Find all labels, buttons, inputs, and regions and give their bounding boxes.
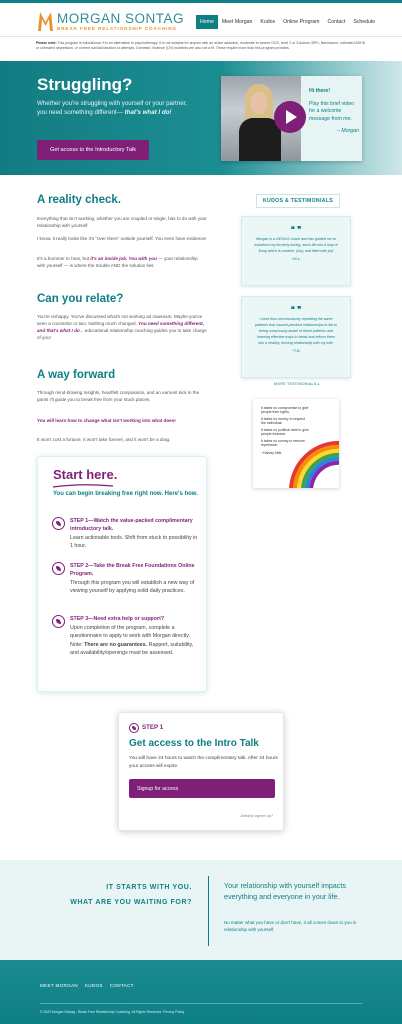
start-here-card	[37, 456, 207, 692]
reality-check-heading: A reality check.	[37, 194, 121, 206]
step-3-head: STEP 3—Need extra help or support?	[70, 616, 165, 622]
testimonial-text: Morgan is a GENIUS coach and has guided me to transform my formerly boring, stuck life into a way of living which is creative, juicy, and filled with joy!	[254, 237, 338, 253]
step-3-body-c: Rapport, suitability, and availability/openings must be assessed.	[70, 641, 194, 657]
footer-divider	[40, 1003, 362, 1004]
hero-subtitle	[37, 99, 197, 117]
quote-line: It takes no compromise to give people their rights.	[261, 406, 309, 415]
reality-p3	[37, 255, 207, 269]
intro-title: Get access to the Intro Talk	[129, 738, 259, 749]
main-nav	[196, 15, 379, 29]
nav-kudos[interactable]: Kudos	[260, 19, 276, 25]
welcome-video[interactable]	[221, 76, 362, 161]
way-forward-heading: A way forward	[37, 369, 116, 381]
cta-statement: Your relationship with yourself impacts everything and everyone in your life.	[224, 881, 346, 901]
site-header	[0, 3, 402, 36]
footer-link-kudos[interactable]: KUDOS	[84, 983, 103, 988]
step-1-body: Learn actionable tools. Shift from stuck to possibility in 1 hour.	[70, 535, 198, 550]
footer-copyright: © 2023 Morgan Sontag · Break Free Relationship Coaching. All Rights Reserved. Privacy Policy	[40, 1010, 185, 1014]
intro-talk-card	[118, 712, 284, 831]
intro-step-label: STEP 1	[142, 724, 164, 731]
forward-p3: It won't cost a fortune. It won't take forever, and it won't be a drag.	[37, 437, 171, 442]
step-2-body: Through this program you will establish a new way of viewing yourself by applying solid daily practices.	[70, 580, 195, 595]
intro-talk-button[interactable]: Get access to the Introductory Talk	[37, 140, 149, 160]
testimonial-author: ~M.L.	[290, 256, 302, 261]
testimonial-card	[241, 216, 351, 286]
start-here-subtitle: You can begin breaking free right now. Here's how.	[53, 491, 198, 497]
header-divider	[0, 36, 402, 37]
leaf-icon	[52, 615, 65, 628]
already-signed-up-link[interactable]: Already signed up?	[240, 814, 273, 818]
harvey-milk-quote-card	[253, 399, 339, 488]
reality-p3-a: It's a bummer to hear, but	[37, 256, 91, 261]
notice-text: This program is educational. It is an alternative to psychotherapy. It is not suitable for anyone with an active addiction, moderate to severe OCD, level 2 or 3 Autism, BPD, Narcissism, untreated ADHD or untreated depression, or current suicidal ideation or attempts. Domestic Violence (DV) incidents are also not a fit. These require more than this program provides.	[36, 41, 366, 51]
footer-link-meet-morgan[interactable]: MEET MORGAN	[40, 983, 78, 988]
leaf-icon	[52, 517, 65, 530]
step-2-head: STEP 2—Take the Break Free Foundations Online Program.	[70, 563, 195, 578]
logo-m-icon[interactable]	[38, 12, 53, 31]
footer-nav	[40, 983, 134, 988]
relate-p1-a: You're unhappy. You've discussed what's not working ad nauseam. Maybe you've seen a counselor or two. Nothing much changed.	[37, 314, 203, 326]
step-3-body	[70, 624, 200, 658]
logo-tagline: BREAK FREE RELATIONSHIP COACHING	[57, 26, 177, 31]
intro-text: You will have 24 hours to watch the complimentary talk. After 24 hours your access will expire.	[129, 756, 278, 769]
underline-swash	[52, 483, 114, 489]
reality-p2: I know, it really looks like it's "over there" outside yourself. You even have evidence!	[37, 236, 207, 241]
quote-line: It takes no money to respect the individual.	[261, 417, 305, 426]
cta-small-text: No matter what you have or don't have, it all comes down to you in relationship with yourself.	[224, 920, 357, 932]
cta-left	[52, 880, 192, 910]
hero-title: Struggling?	[37, 75, 133, 94]
site-footer	[0, 960, 402, 1024]
relate-p1-em: You need something different, and that's what I do	[37, 321, 204, 333]
video-caption	[309, 88, 359, 136]
testimonial-card	[241, 296, 351, 378]
cta-line-2: WHAT ARE YOU WAITING FOR?	[70, 899, 192, 906]
kudos-heading: KUDOS & TESTIMONIALS	[256, 194, 340, 208]
relate-p1	[37, 313, 207, 341]
reality-p3-em: it's an inside job. You with you	[90, 256, 157, 261]
step-3-body-a: Upon completion of the program, complete a questionnaire to apply to work with Morgan directly. Note:	[70, 625, 191, 648]
signup-button[interactable]: Signup for access	[129, 779, 275, 798]
forward-p1: Through mind-blowing insights, heartfelt compassion, and an earnest kick in the pants I'll guide you to break free from your stuck places.	[37, 390, 200, 402]
step-3-body-b: There are no guarantees.	[84, 641, 148, 648]
play-icon[interactable]	[274, 101, 306, 133]
nav-home[interactable]: Home	[196, 15, 218, 29]
hero-subtitle-emphasis: that's what I do!	[124, 109, 172, 116]
logo-name[interactable]: MORGAN SONTAG	[57, 11, 185, 26]
notice-label: Please note:	[36, 41, 57, 45]
nav-online-program[interactable]: Online Program	[283, 19, 320, 25]
nav-schedule[interactable]: Schedule	[353, 19, 375, 25]
testimonial-text: I went from unconsciously repeating the same patterns that caused previous relationships to fail to being consciously aware of these patterns and learning effective ways to break and reform them into a healthy, thriving relationship with my wife.	[255, 317, 337, 345]
rainbow-graphic	[287, 427, 339, 488]
step-1-head: STEP 1—Watch the value-packed complimentary introductory talk.	[70, 518, 193, 533]
quote-line: It takes no political deal to give people freedom.	[261, 428, 309, 437]
cta-band	[0, 860, 402, 960]
video-text: Play this brief video for a welcome message from me.	[309, 100, 354, 122]
leaf-icon	[129, 723, 139, 733]
video-greeting: Hi there!	[309, 88, 331, 94]
relate-p1-b: ... educational relationship coaching guides you to take charge of you!	[37, 328, 207, 340]
more-testimonials-link[interactable]: MORE TESTIMONIALS ▸	[274, 382, 320, 386]
cta-line-1: IT STARTS WITH YOU.	[106, 884, 192, 891]
quote-icon: ❝ ❞	[290, 225, 302, 234]
nav-meet-morgan[interactable]: Meet Morgan	[221, 19, 253, 25]
reality-p1: Everything that isn't working, whether you are coupled or single, has to do with your relationship with yourself.	[37, 216, 207, 228]
hero-subtitle-text: Whether you're struggling with yourself or your partner, you need something different—	[37, 100, 188, 116]
hero-banner	[0, 61, 402, 175]
disclaimer-notice	[36, 41, 366, 51]
testimonial-author: ~T.B.	[291, 348, 301, 353]
nav-contact[interactable]: Contact	[327, 19, 346, 25]
footer-link-contact[interactable]: CONTACT	[109, 983, 134, 988]
leaf-icon	[52, 562, 65, 575]
start-here-title: Start here.	[53, 467, 118, 482]
quote-author: ~Harvey Milk	[261, 451, 282, 455]
cta-divider	[208, 876, 209, 946]
video-signature: – Morgan	[337, 128, 359, 134]
quote-line: It takes no survey to remove repression.	[261, 439, 305, 448]
can-you-relate-heading: Can you relate?	[37, 293, 124, 305]
forward-p2: You will learn how to change what isn't working into what does!	[37, 418, 176, 423]
reality-p3-b: — your relationship with yourself — is where the trouble AND the solution lies.	[37, 256, 198, 268]
quote-icon: ❝ ❞	[290, 305, 302, 314]
